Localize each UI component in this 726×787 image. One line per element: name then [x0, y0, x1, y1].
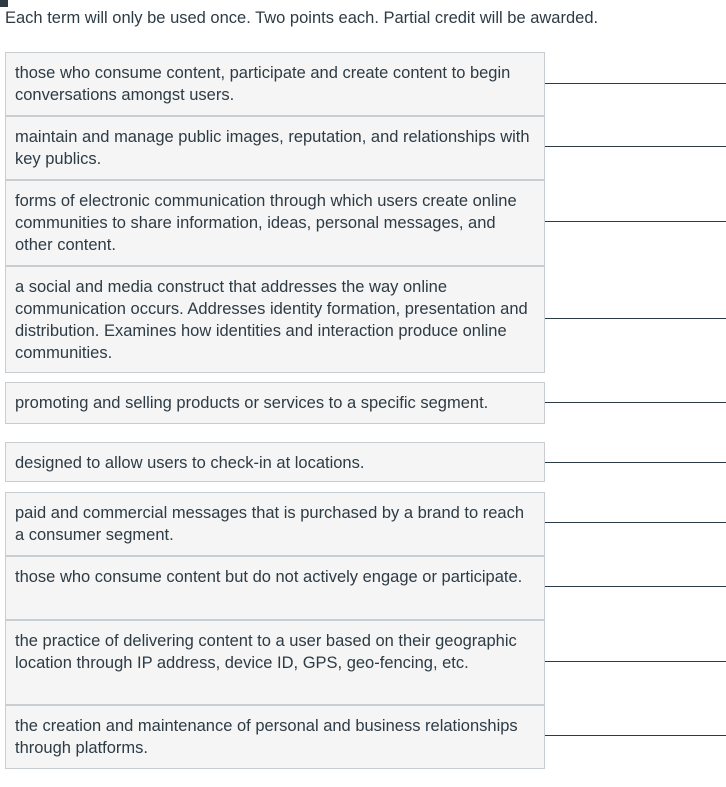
match-prompt: those who consume content, participate and create content to begin conversations amongst users. [5, 52, 545, 116]
match-prompt: forms of electronic communication through which users create online communities to share information, ideas, personal messages, and other content. [5, 180, 545, 266]
answer-blank[interactable] [545, 462, 726, 463]
answer-blank[interactable] [545, 221, 726, 222]
answer-blank[interactable] [545, 402, 726, 403]
match-prompt: designed to allow users to check-in at locations. [5, 442, 545, 482]
match-prompt: those who consume content but do not actively engage or participate. [5, 556, 545, 620]
answer-blank[interactable] [545, 586, 726, 587]
answer-blank[interactable] [545, 661, 726, 662]
match-prompt: the creation and maintenance of personal and business relationships through platforms. [5, 705, 545, 769]
match-prompt: paid and commercial messages that is purchased by a brand to reach a consumer segment. [5, 492, 545, 556]
match-prompt: a social and media construct that addresses the way online communication occurs. Addresses identity formation, presentation and distribution. Examines how identities and interaction produce online communities. [5, 266, 545, 373]
match-prompt: the practice of delivering content to a user based on their geographic location through IP address, device ID, GPS, geo-fencing, etc. [5, 620, 545, 705]
answer-blank[interactable] [545, 146, 726, 147]
match-prompt: promoting and selling products or services to a specific segment. [5, 382, 545, 424]
question-instructions: Each term will only be used once. Two points each. Partial credit will be awarded. [5, 9, 599, 27]
answer-blank[interactable] [545, 522, 726, 523]
answer-blank[interactable] [545, 735, 726, 736]
answer-blank[interactable] [545, 83, 726, 84]
answer-blank[interactable] [545, 318, 726, 319]
match-prompt: maintain and manage public images, reputation, and relationships with key publics. [5, 116, 545, 180]
